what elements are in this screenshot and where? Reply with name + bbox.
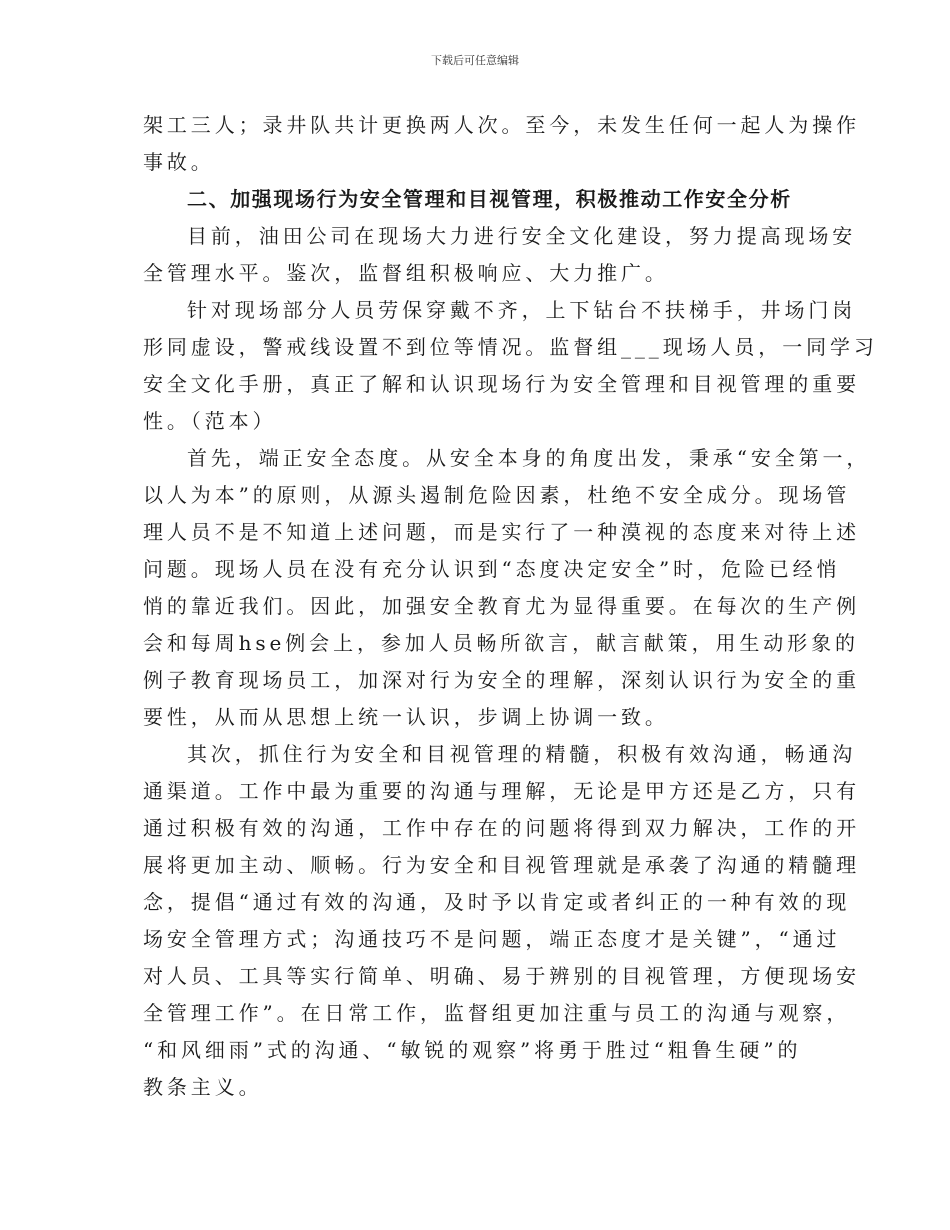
paragraph-line: 全管理工作”。在日常工作，监督组更加注重与员工的沟通与观察，	[143, 1001, 851, 1025]
paragraph-line: 通过积极有效的沟通，工作中存在的问题将得到双力解决，工作的开	[143, 816, 860, 840]
paragraph-line: 会和每周hse例会上，参加人员畅所欲言，献言献策，用生动形象的	[143, 631, 859, 655]
paragraph-line: 问题。现场人员在没有充分认识到“态度决定安全”时，危险已经悄	[143, 557, 841, 581]
paragraph-line: 悄的靠近我们。因此，加强安全教育尤为显得重要。在每次的生产例	[143, 594, 860, 618]
paragraph-line: 教条主义。	[143, 1075, 263, 1099]
paragraph-line: 目前，油田公司在现场大力进行安全文化建设，努力提高现场安	[187, 224, 857, 248]
page-header: 下载后可任意编辑	[431, 54, 519, 67]
paragraph-line: 对人员、工具等实行简单、明确、易于辨别的目视管理，方便现场安	[143, 964, 860, 988]
document-body	[143, 107, 878, 1106]
paragraph-line: 事故。	[143, 150, 215, 174]
paragraph-line: 例子教育现场员工，加深对行为安全的理解，深刻认识行为安全的重	[143, 668, 860, 692]
paragraph-line: 场安全管理方式；沟通技巧不是问题，端正态度才是关键”，“通过	[143, 927, 841, 951]
paragraph-line: 安全文化手册，真正了解和认识现场行为安全管理和目视管理的重要	[143, 372, 860, 396]
paragraph-line: 首先，端正安全态度。从安全本身的角度出发，秉承“安全第一，	[187, 446, 871, 470]
paragraph-line: 全管理水平。鉴次，监督组积极响应、大力推广。	[143, 261, 669, 285]
paragraph-line: 以人为本”的原则，从源头遏制危险因素，杜绝不安全成分。现场管	[143, 483, 851, 507]
paragraph-line: 其次，抓住行为安全和目视管理的精髓，积极有效沟通，畅通沟	[187, 742, 857, 766]
paragraph-line: “和风细雨”式的沟通、“敏锐的观察”将勇于胜过“粗鲁生硬”的	[143, 1038, 802, 1062]
paragraph-line: 性。（范本）	[143, 409, 277, 433]
paragraph-line: 针对现场部分人员劳保穿戴不齐，上下钻台不扶梯手，井场门岗	[187, 298, 857, 322]
section-heading: 二、加强现场行为安全管理和目视管理，积极推动工作安全分析	[187, 187, 792, 211]
paragraph-line: 展将更加主动、顺畅。行为安全和目视管理就是承袭了沟通的精髓理	[143, 853, 860, 877]
paragraph-line: 通渠道。工作中最为重要的沟通与理解，无论是甲方还是乙方，只有	[143, 779, 860, 803]
paragraph-line: 架工三人；录井队共计更换两人次。至今，未发生任何一起人为操作	[143, 113, 860, 137]
paragraph-line: 要性，从而从思想上统一认识，步调上协调一致。	[143, 705, 669, 729]
paragraph-line: 理人员不是不知道上述问题，而是实行了一种漠视的态度来对待上述	[143, 520, 860, 544]
paragraph-line: 形同虚设，警戒线设置不到位等情况。监督组___现场人员，一同学习	[143, 335, 878, 359]
paragraph-line: 念，提倡“通过有效的沟通，及时予以肯定或者纠正的一种有效的现	[143, 890, 851, 914]
